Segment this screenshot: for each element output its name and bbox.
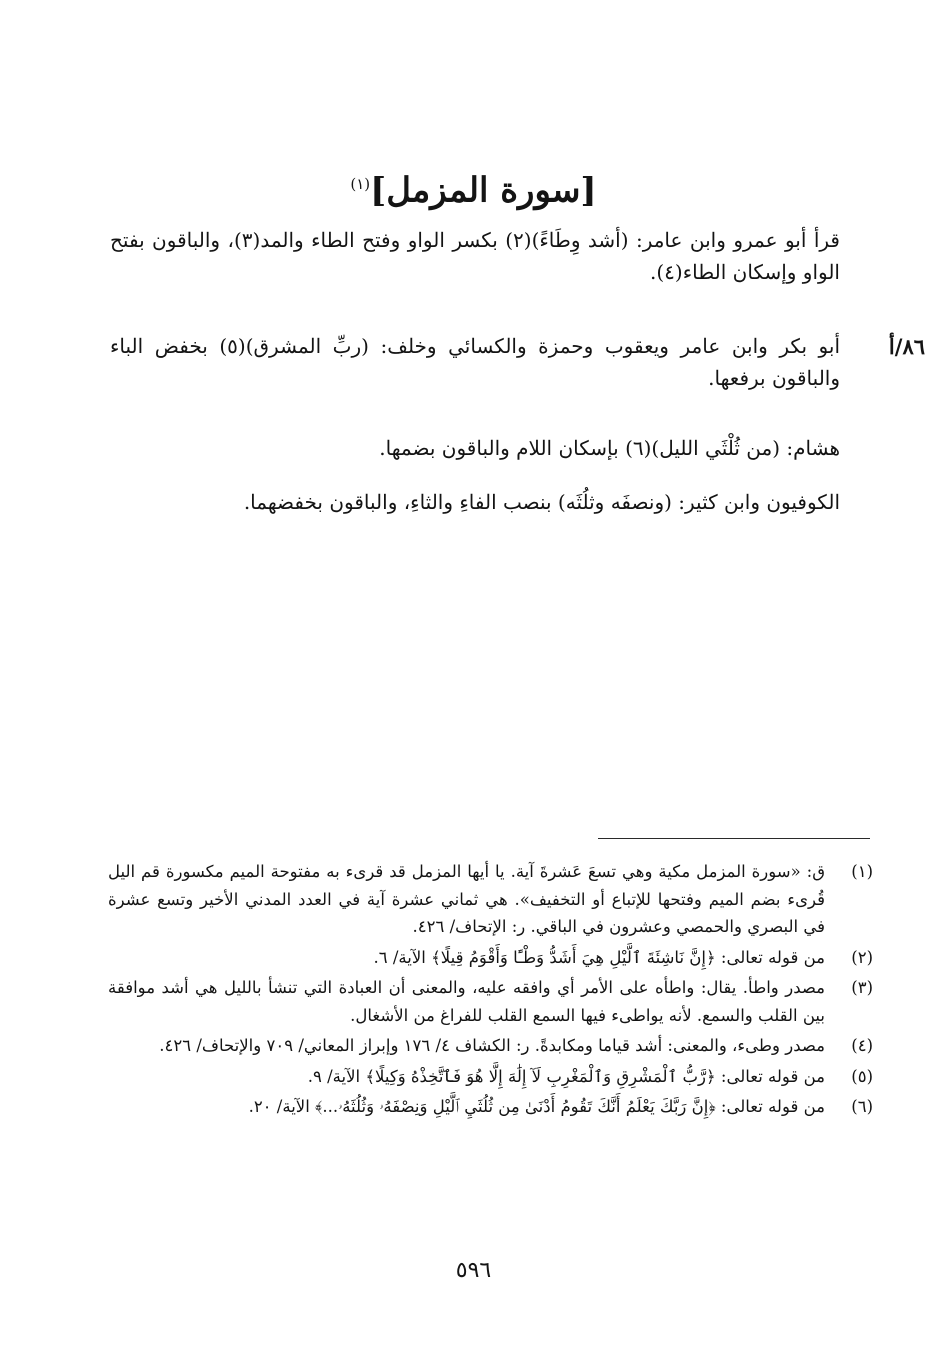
body-paragraph: هشام: (من ثُلْثَي الليل)(٦) بإسكان اللام والباقون بضمها. [379, 436, 840, 460]
footnote-number: (٣) [851, 978, 873, 997]
footnotes [108, 858, 873, 1124]
page-title [0, 158, 947, 216]
footnote-text: من قوله تعالى: ﴿رَّبُّ ٱلْمَشْرِقِ وَٱلْمَغْرِبِ لَآ إِلَٰهَ إِلَّا هُوَ فَٱتَّخِذْهُ وَكِيلًا﴾ الآية/ ٩. [307, 1066, 825, 1086]
footnote-number: (٤) [851, 1036, 873, 1055]
body-paragraph: الكوفيون وابن كثير: (ونصفَه وثلُثَه) بنصب الفاءِ والثاءِ، والباقون بخفضهما. [243, 490, 840, 514]
footnote [108, 1032, 873, 1060]
title-footnote-ref: (١) [350, 175, 371, 193]
footnote-text: مصدر وطىء، والمعنى: أشد قياما ومكابدةً. ر: الكشاف ٤/ ١٧٦ وإبراز المعاني/ ٧٠٩ والإتحاف/ ٤٢٦. [159, 1036, 825, 1055]
footnote [108, 1063, 873, 1091]
body-paragraph: أبو بكر وابن عامر ويعقوب وحمزة والكسائي وخلف: (ربِّ المشرق)(٥) بخفض الباء والباقون برفعها. [110, 334, 841, 390]
footnote [108, 944, 873, 972]
footnote-number: (٥) [851, 1066, 873, 1086]
footnote-number: (١) [851, 862, 873, 881]
footnote-text: مصدر واطأ. يقال: واطأه على الأمر أي وافقه عليه، والمعنى أن العبادة التي تنشأ بالليل هي أشد موافقة بين القلب والسمع. لأنه يواطىء فيها السمع القلب للفراغ من الأشغال. [108, 978, 825, 1025]
footnote-separator [598, 838, 870, 839]
page-number: ٥٩٦ [455, 1258, 492, 1283]
footnote-text: من قوله تعالى: ﴿إِنَّ نَاشِئَةَ ٱلَّيْلِ هِيَ أَشَدُّ وَطْـًٔا وَأَقْوَمُ قِيلًا﴾ الآية/ ٦. [373, 947, 825, 967]
footnote-text: ق: «سورة المزمل مكية وهي تسعَ عَشرةَ آية. يا أيها المزمل قد قرىء به مفتوحة الميم مكسورة قم اليل قُرىء بضم الميم وفتحها للإتباع أو التخفيف». هي ثماني عشرة آية في العدد المدني الأخير وتسع عشرة في البصري والحمصي وعشرون في الباقي. ر: الإتحاف/ ٤٢٦. [108, 862, 825, 936]
surah-title: [سورة المزمل] [370, 170, 597, 211]
margin-reference: ٨٦/أ [888, 334, 925, 359]
footnote-number: (٢) [851, 947, 873, 967]
body-paragraph: قرأ أبو عمرو وابن عامر: (أشد وِطَاءً)(٢) بكسر الواو وفتح الطاء والمد(٣)، والباقون بفتح الواو وإسكان الطاء(٤). [110, 228, 840, 284]
footnote-number: (٦) [851, 1097, 873, 1116]
footnote [108, 1093, 873, 1121]
footnote-text: من قوله تعالى: ﴿إِنَّ رَبَّكَ يَعْلَمُ أَنَّكَ تَقُومُ أَدْنَىٰ مِن ثُلُثَيِ ٱلَّيْلِ وَنِصْفَهُۥ وَثُلُثَهُۥ...﴾ الآية/ ٢٠. [248, 1097, 825, 1116]
footnote [108, 858, 873, 941]
footnote [108, 974, 873, 1029]
